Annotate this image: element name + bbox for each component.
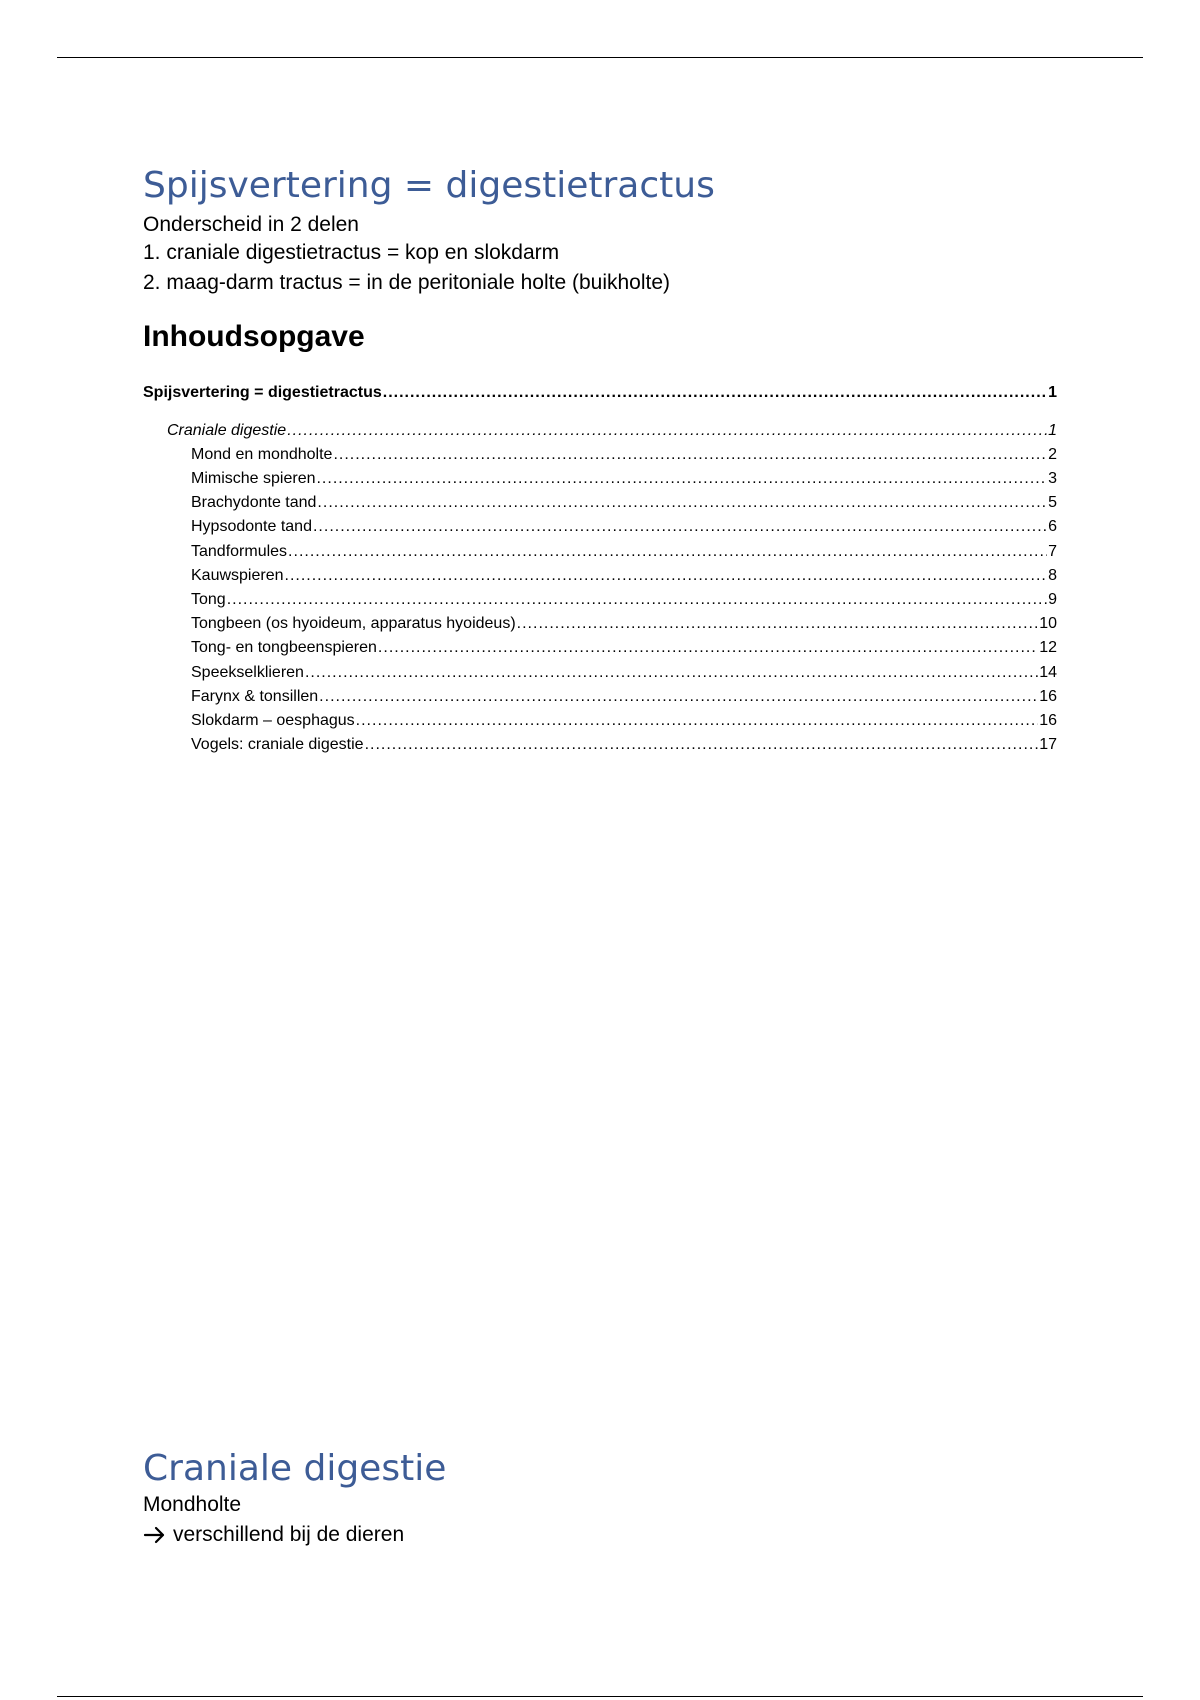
toc-leader-dots xyxy=(333,444,1047,466)
toc-leader-dots xyxy=(316,468,1047,490)
toc-entry-page: 1 xyxy=(1048,384,1057,401)
toc-entry[interactable] xyxy=(191,662,1057,684)
toc-entry[interactable] xyxy=(167,420,1057,442)
toc-entry-text: Spijsvertering = digestietractus xyxy=(143,384,382,401)
heading-spijsvertering: Spijsvertering = digestietractus xyxy=(143,165,715,206)
arrow-line-text: verschillend bij de dieren xyxy=(173,1523,405,1546)
right-arrow-icon xyxy=(143,1526,167,1544)
toc-leader-dots xyxy=(356,710,1039,732)
toc-entry[interactable] xyxy=(191,637,1057,659)
toc-entry-page: 14 xyxy=(1039,664,1057,681)
toc-heading: Inhoudsopgave xyxy=(143,320,365,353)
toc-entry[interactable] xyxy=(191,734,1057,756)
intro-line: Onderscheid in 2 delen xyxy=(143,213,359,236)
toc-entry[interactable] xyxy=(191,686,1057,708)
toc-entry[interactable] xyxy=(191,613,1057,635)
toc-entry-text: Brachydonte tand xyxy=(191,494,317,511)
toc-leader-dots xyxy=(317,492,1047,514)
toc-entry-page: 10 xyxy=(1039,615,1057,632)
intro-line: 1. craniale digestietractus = kop en slokdarm xyxy=(143,241,560,264)
toc-leader-dots xyxy=(383,382,1047,404)
toc-entry[interactable] xyxy=(191,468,1057,490)
toc-entry[interactable] xyxy=(191,541,1057,563)
toc-entry[interactable] xyxy=(191,565,1057,587)
toc-entry[interactable] xyxy=(191,589,1057,611)
toc-entry-page: 16 xyxy=(1039,712,1057,729)
toc-leader-dots xyxy=(319,686,1038,708)
toc-entry-page: 8 xyxy=(1048,567,1057,584)
toc-leader-dots xyxy=(365,734,1039,756)
toc-leader-dots xyxy=(305,662,1038,684)
toc-leader-dots xyxy=(285,565,1048,587)
toc-entry-text: Mond en mondholte xyxy=(191,446,333,463)
intro-line: 2. maag-darm tractus = in de peritoniale holte (buikholte) xyxy=(143,271,671,294)
toc-entry-text: Mimische spieren xyxy=(191,470,316,487)
toc-entry-page: 16 xyxy=(1039,688,1057,705)
toc-entry-text: Slokdarm – oesphagus xyxy=(191,712,355,729)
footer-rule xyxy=(57,1696,1143,1697)
toc-entry[interactable] xyxy=(191,710,1057,732)
toc-entry-text: Speekselklieren xyxy=(191,664,304,681)
toc-leader-dots xyxy=(227,589,1047,611)
toc-entry-text: Vogels: craniale digestie xyxy=(191,736,364,753)
toc-entry-text: Tong xyxy=(191,591,226,608)
toc-entry-text: Tong- en tongbeenspieren xyxy=(191,639,377,656)
toc-leader-dots xyxy=(378,637,1038,659)
toc-entry-page: 6 xyxy=(1048,518,1057,535)
toc-entry-page: 9 xyxy=(1048,591,1057,608)
toc-leader-dots xyxy=(313,516,1047,538)
toc-entry-text: Craniale digestie xyxy=(167,422,287,439)
toc-entry-text: Farynx & tonsillen xyxy=(191,688,319,705)
toc-entry-page: 3 xyxy=(1048,470,1057,487)
toc-entry-page: 7 xyxy=(1048,543,1057,560)
heading-craniale-digestie: Craniale digestie xyxy=(143,1448,447,1489)
toc-entry[interactable] xyxy=(191,516,1057,538)
toc-entry-page: 17 xyxy=(1039,736,1057,753)
toc-entry[interactable] xyxy=(143,382,1057,404)
toc-entry-page: 5 xyxy=(1048,494,1057,511)
toc-entry[interactable] xyxy=(191,444,1057,466)
toc-entry-text: Tongbeen (os hyoideum, apparatus hyoideus) xyxy=(191,615,516,632)
toc-entry[interactable] xyxy=(191,492,1057,514)
toc-entry-page: 1 xyxy=(1048,422,1057,439)
toc-entry-page: 12 xyxy=(1039,639,1057,656)
subheading-mondholte: Mondholte xyxy=(143,1493,242,1516)
header-rule xyxy=(57,57,1143,58)
toc-leader-dots xyxy=(288,541,1047,563)
toc-leader-dots xyxy=(287,420,1047,442)
toc-leader-dots xyxy=(517,613,1039,635)
toc-entry-page: 2 xyxy=(1048,446,1057,463)
toc-entry-text: Kauwspieren xyxy=(191,567,284,584)
arrow-line xyxy=(143,1521,404,1549)
toc-entry-text: Hypsodonte tand xyxy=(191,518,312,535)
toc-entry-text: Tandformules xyxy=(191,543,288,560)
